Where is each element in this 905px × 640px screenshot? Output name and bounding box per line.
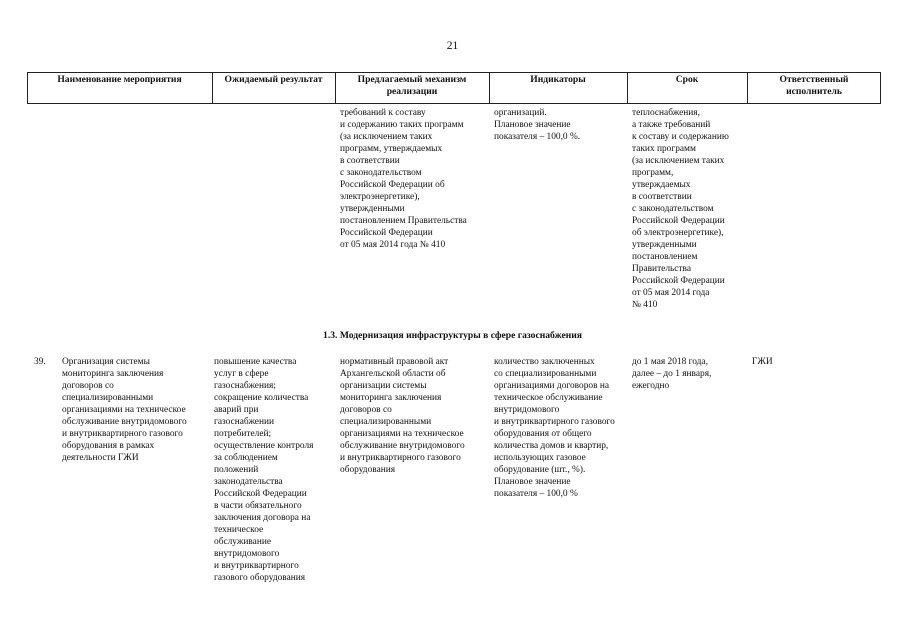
text-line: (за исключением таких xyxy=(340,132,433,142)
header-col-deadline: Срок xyxy=(675,74,699,85)
text-line: программ, xyxy=(632,168,674,178)
row-responsible-cell: ГЖИ xyxy=(752,357,773,367)
text-line: с законодательством xyxy=(632,204,714,214)
text-line: техническое обслуживание xyxy=(494,393,603,403)
text-line: специализированными xyxy=(62,393,154,403)
text-line: количество заключенных xyxy=(494,357,595,367)
text-line: за соблюдением xyxy=(214,453,278,463)
text-line: организаций. xyxy=(494,108,547,118)
text-line: в соответствии xyxy=(340,156,400,166)
header-col-name: Наименование мероприятия xyxy=(57,74,182,85)
text-line: оборудования xyxy=(340,465,396,475)
text-line: оборудования в рамках xyxy=(62,441,155,451)
text-line: до 1 мая 2018 года, xyxy=(632,357,708,367)
text-line: обслуживание внутридомового xyxy=(340,441,465,451)
text-line: мониторинга заключения xyxy=(340,393,442,403)
row-deadline-cell xyxy=(632,356,711,392)
continuation-deadline-cell xyxy=(632,107,729,311)
text-line: аварий при xyxy=(214,405,259,415)
text-line: далее – до 1 января, xyxy=(632,369,712,379)
text-line: услуг в сфере xyxy=(214,369,269,379)
header-col-result: Ожидаемый результат xyxy=(224,74,323,85)
row-number: 39. xyxy=(34,357,46,367)
header-bottom-border xyxy=(27,103,881,104)
text-line: повышение качества xyxy=(214,357,297,367)
text-line: Российской Федерации xyxy=(632,276,725,286)
text-line: с законодательством xyxy=(340,168,422,178)
header-col-responsible: Ответственный исполнитель xyxy=(779,74,849,97)
section-title: 1.3. Модернизация инфраструктуры в сфере газоснабжения xyxy=(323,330,582,341)
text-line: использующих газовое xyxy=(494,453,586,463)
text-line: Российской Федерации xyxy=(214,489,307,499)
text-line: Архангельской области об xyxy=(340,369,446,379)
text-line: организациями на техническое xyxy=(62,405,186,415)
text-line: утвержденными xyxy=(340,204,405,214)
text-line: в части обязательного xyxy=(214,501,302,511)
text-line: об электроэнергетике), xyxy=(632,228,724,238)
text-line: организациями договоров на xyxy=(494,381,610,391)
text-line: оборудования от общего xyxy=(494,429,592,439)
text-line: обслуживание xyxy=(214,537,272,547)
text-line: показателя – 100,0 % xyxy=(494,489,578,499)
text-line: а также требований xyxy=(632,120,711,130)
text-line: Российской Федерации xyxy=(632,216,725,226)
text-line: постановлением Правительства xyxy=(340,216,467,226)
text-line: теплоснабжения, xyxy=(632,108,700,118)
text-line: программ, утверждаемых xyxy=(340,144,443,154)
text-line: и внутриквартирного газового xyxy=(340,453,461,463)
text-line: газоснабжении xyxy=(214,417,275,427)
row-result-cell xyxy=(214,356,313,584)
text-line: требований к составу xyxy=(340,108,426,118)
continuation-indicators-cell xyxy=(494,107,580,143)
text-line: газоснабжения; xyxy=(214,381,276,391)
text-line: и внутриквартирного xyxy=(214,561,299,571)
text-line: № 410 xyxy=(632,300,658,310)
text-line: положений xyxy=(214,465,259,475)
text-line: от 05 мая 2014 года № 410 xyxy=(340,240,446,250)
text-line: мониторинга заключения xyxy=(62,369,164,379)
text-line: и внутриквартирного газового xyxy=(494,417,615,427)
text-line: организациями на техническое xyxy=(340,429,464,439)
text-line: Организация системы xyxy=(62,357,150,367)
text-line: со специализированными xyxy=(494,369,597,379)
text-line: внутридомового xyxy=(494,405,560,415)
text-line: нормативный правовой акт xyxy=(340,357,449,367)
text-line: законодательства xyxy=(214,477,283,487)
text-line: Российской Федерации xyxy=(340,228,433,238)
text-line: Плановое значение xyxy=(494,120,571,130)
text-line: осуществление контроля xyxy=(214,441,314,451)
header-col-indicators: Индикаторы xyxy=(530,74,586,85)
text-line: договоров со xyxy=(62,381,114,391)
text-line: в соответствии xyxy=(632,192,692,202)
text-line: обслуживание внутридомового xyxy=(62,417,187,427)
text-line: и содержанию таких программ xyxy=(340,120,464,130)
row-mechanism-cell xyxy=(340,356,465,476)
text-line: и внутриквартирного газового xyxy=(62,429,183,439)
text-line: от 05 мая 2014 года xyxy=(632,288,710,298)
text-line: показателя – 100,0 %. xyxy=(494,132,581,142)
text-line: Плановое значение xyxy=(494,477,571,487)
header-top-border xyxy=(27,72,881,73)
header-divider xyxy=(747,72,748,103)
text-line: оборудование (шт., %). xyxy=(494,465,586,475)
row-indicators-cell xyxy=(494,356,615,500)
text-line: таких программ xyxy=(632,144,696,154)
text-line: количества домов и квартир, xyxy=(494,441,609,451)
text-line: внутридомового xyxy=(214,549,280,559)
text-line: договоров со xyxy=(340,405,392,415)
text-line: постановлением xyxy=(632,252,698,262)
text-line: специализированными xyxy=(340,417,432,427)
header-divider xyxy=(880,72,881,103)
row-name-cell xyxy=(62,356,187,464)
text-line: электроэнергетике), xyxy=(340,192,420,202)
text-line: организации системы xyxy=(340,381,427,391)
text-line: заключения договора на xyxy=(214,513,311,523)
text-line: ежегодно xyxy=(632,381,670,391)
text-line: утвержденными xyxy=(632,240,697,250)
text-line: газового оборудования xyxy=(214,573,306,583)
text-line: Правительства xyxy=(632,264,691,274)
continuation-mechanism-cell xyxy=(340,107,467,251)
text-line: к составу и содержанию xyxy=(632,132,729,142)
text-line: сокращение количества xyxy=(214,393,309,403)
text-line: деятельности ГЖИ xyxy=(62,453,139,463)
text-line: утверждаемых xyxy=(632,180,691,190)
page-number: 21 xyxy=(446,40,459,52)
text-line: техническое xyxy=(214,525,264,535)
text-line: (за исключением таких xyxy=(632,156,725,166)
text-line: Российской Федерации об xyxy=(340,180,445,190)
header-col-mechanism: Предлагаемый механизм реализации xyxy=(357,74,467,97)
header-divider xyxy=(335,72,336,103)
text-line: потребителей; xyxy=(214,429,272,439)
